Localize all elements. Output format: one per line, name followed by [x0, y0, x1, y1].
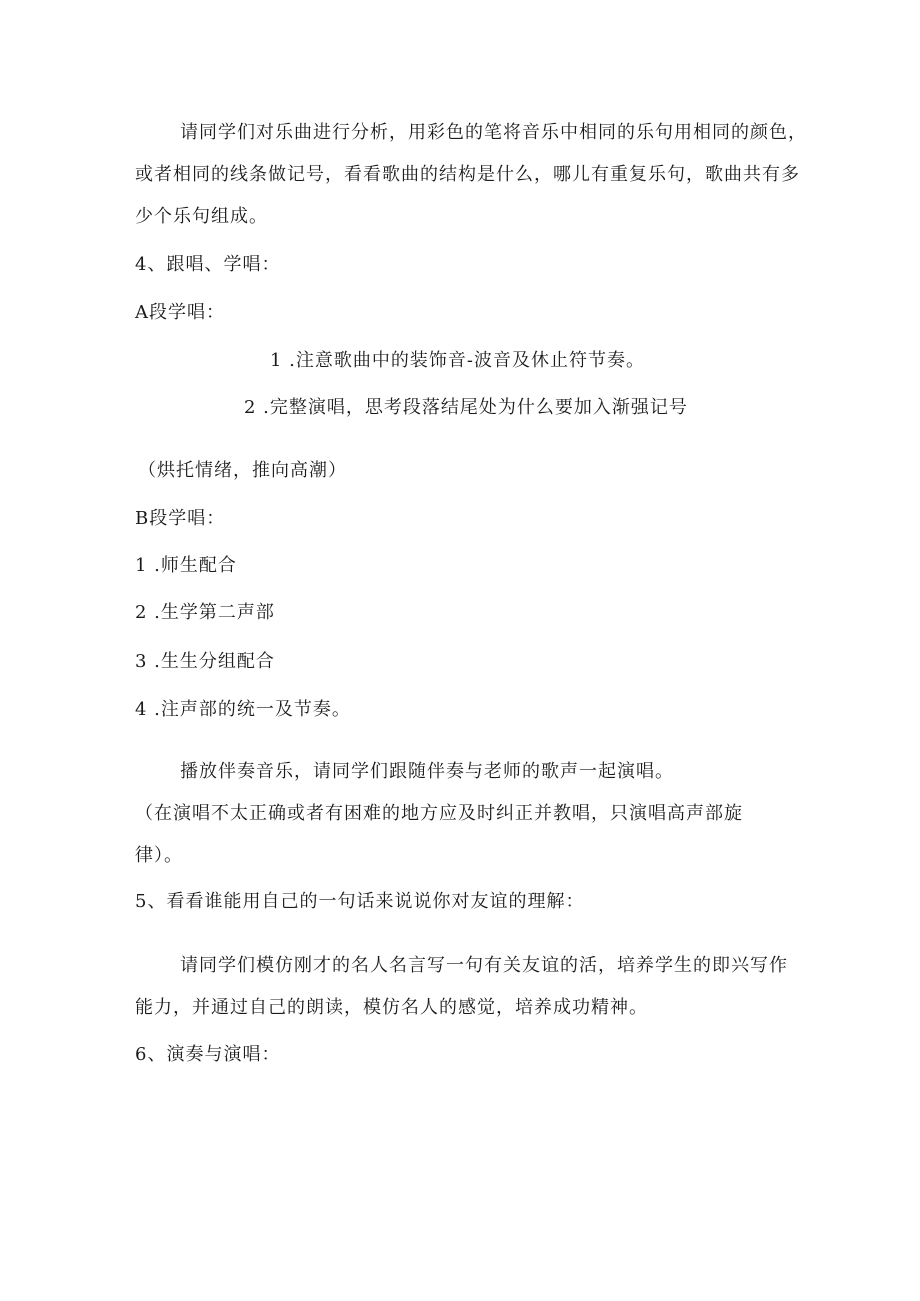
- part-b-item-1: 1 .师生配合: [135, 555, 237, 576]
- section-4-heading: 4、跟唱、学唱：: [135, 254, 281, 275]
- part-a-item-2: 2 .完整演唱，思考段落结尾处为什么要加入渐强记号: [244, 397, 688, 418]
- part-b-heading: B段学唱：: [135, 508, 226, 529]
- accompaniment-paragraph-line-2: （在演唱不太正确或者有困难的地方应及时纠正并教唱，只演唱高声部旋: [135, 803, 743, 824]
- part-b-item-3: 3 .生生分组配合: [135, 651, 275, 672]
- part-a-note: （烘托情绪，推向高潮）: [138, 460, 347, 481]
- part-a-heading: A段学唱：: [135, 302, 225, 323]
- section-6-heading: 6、演奏与演唱：: [135, 1044, 281, 1065]
- accompaniment-paragraph-line-1: 播放伴奏音乐，请同学们跟随伴奏与老师的歌声一起演唱。: [180, 761, 674, 782]
- part-a-item-1: 1 .注意歌曲中的装饰音-波音及休止符节奏。: [270, 350, 645, 371]
- intro-paragraph-line-2: 或者相同的线条做记号，看看歌曲的结构是什么，哪儿有重复乐句，歌曲共有多: [135, 164, 800, 185]
- section-5-heading: 5、看看谁能用自己的一句话来说说你对友谊的理解：: [135, 891, 585, 912]
- accompaniment-paragraph-line-3: 律）。: [135, 845, 183, 866]
- intro-paragraph-line-1: 请同学们对乐曲进行分析，用彩色的笔将音乐中相同的乐句用相同的颜色，: [180, 122, 807, 143]
- section-5-paragraph-line-2: 能力，并通过自己的朗读，模仿名人的感觉，培养成功精神。: [135, 997, 648, 1018]
- intro-paragraph-line-3: 少个乐句组成。: [135, 206, 268, 227]
- part-b-item-2: 2 .生学第二声部: [135, 602, 275, 623]
- section-5-paragraph-line-1: 请同学们模仿刚才的名人名言写一句有关友谊的活，培养学生的即兴写作: [180, 955, 788, 976]
- part-b-item-4: 4 .注声部的统一及节奏。: [135, 699, 351, 720]
